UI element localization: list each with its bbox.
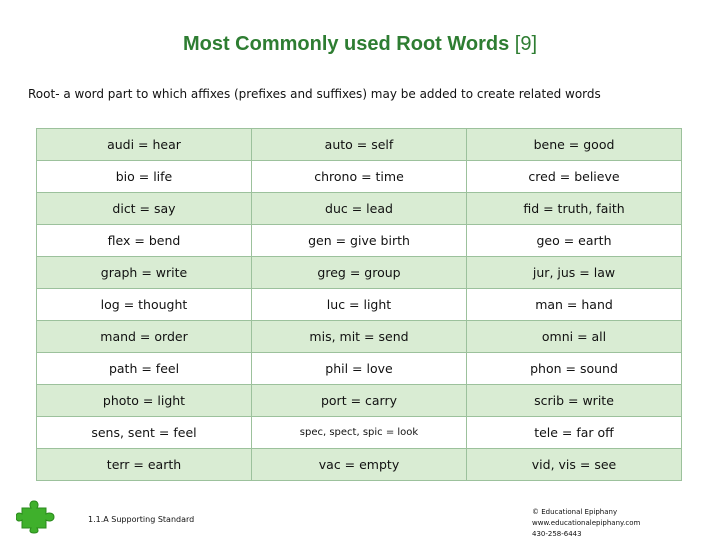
root-word-cell: greg = group: [252, 257, 467, 289]
supporting-standard: 1.1.A Supporting Standard: [88, 515, 195, 524]
table-row: [37, 417, 682, 449]
credit-copyright: © Educational Epiphany: [532, 508, 618, 516]
root-definition: Root- a word part to which affixes (prefixes and suffixes) may be added to create related words: [28, 87, 601, 101]
root-word-cell: phil = love: [252, 353, 467, 385]
root-word-cell: bio = life: [37, 161, 252, 193]
table-row: [37, 225, 682, 257]
root-word-cell: bene = good: [467, 129, 682, 161]
root-word-cell: man = hand: [467, 289, 682, 321]
root-word-cell: vac = empty: [252, 449, 467, 481]
root-word-cell: phon = sound: [467, 353, 682, 385]
root-word-cell: omni = all: [467, 321, 682, 353]
credit-website: www.educationalepiphany.com: [532, 519, 641, 527]
root-word-cell: flex = bend: [37, 225, 252, 257]
title-reference: [9]: [509, 33, 538, 55]
page-title: [0, 33, 720, 56]
table-row: [37, 321, 682, 353]
credits-block: [532, 507, 640, 540]
puzzle-piece-icon: [16, 498, 60, 534]
table-row: [37, 353, 682, 385]
root-word-cell: audi = hear: [37, 129, 252, 161]
root-word-cell: photo = light: [37, 385, 252, 417]
table-row: [37, 289, 682, 321]
root-word-cell: sens, sent = feel: [37, 417, 252, 449]
root-word-cell: log = thought: [37, 289, 252, 321]
root-word-cell: terr = earth: [37, 449, 252, 481]
root-word-cell: vid, vis = see: [467, 449, 682, 481]
root-word-cell: graph = write: [37, 257, 252, 289]
root-words-table-container: [36, 128, 682, 481]
root-words-table-body: [37, 129, 682, 481]
root-word-cell: mand = order: [37, 321, 252, 353]
title-main: Most Commonly used Root Words: [182, 33, 510, 55]
root-word-cell: fid = truth, faith: [467, 193, 682, 225]
table-row: [37, 257, 682, 289]
table-row: [37, 129, 682, 161]
root-word-cell: jur, jus = law: [467, 257, 682, 289]
root-words-table: [36, 128, 682, 481]
root-word-cell: port = carry: [252, 385, 467, 417]
root-word-cell: duc = lead: [252, 193, 467, 225]
root-word-cell: tele = far off: [467, 417, 682, 449]
root-word-cell: gen = give birth: [252, 225, 467, 257]
credit-phone: 430-258-6443: [532, 530, 582, 538]
root-word-cell: geo = earth: [467, 225, 682, 257]
table-row: [37, 161, 682, 193]
root-word-cell: dict = say: [37, 193, 252, 225]
root-word-cell: chrono = time: [252, 161, 467, 193]
root-word-cell: luc = light: [252, 289, 467, 321]
table-row: [37, 193, 682, 225]
root-word-cell: mis, mit = send: [252, 321, 467, 353]
root-word-cell: scrib = write: [467, 385, 682, 417]
table-row: [37, 385, 682, 417]
root-word-cell: auto = self: [252, 129, 467, 161]
root-word-cell: spec, spect, spic = look: [252, 417, 467, 449]
root-word-cell: cred = believe: [467, 161, 682, 193]
table-row: [37, 449, 682, 481]
root-word-cell: path = feel: [37, 353, 252, 385]
